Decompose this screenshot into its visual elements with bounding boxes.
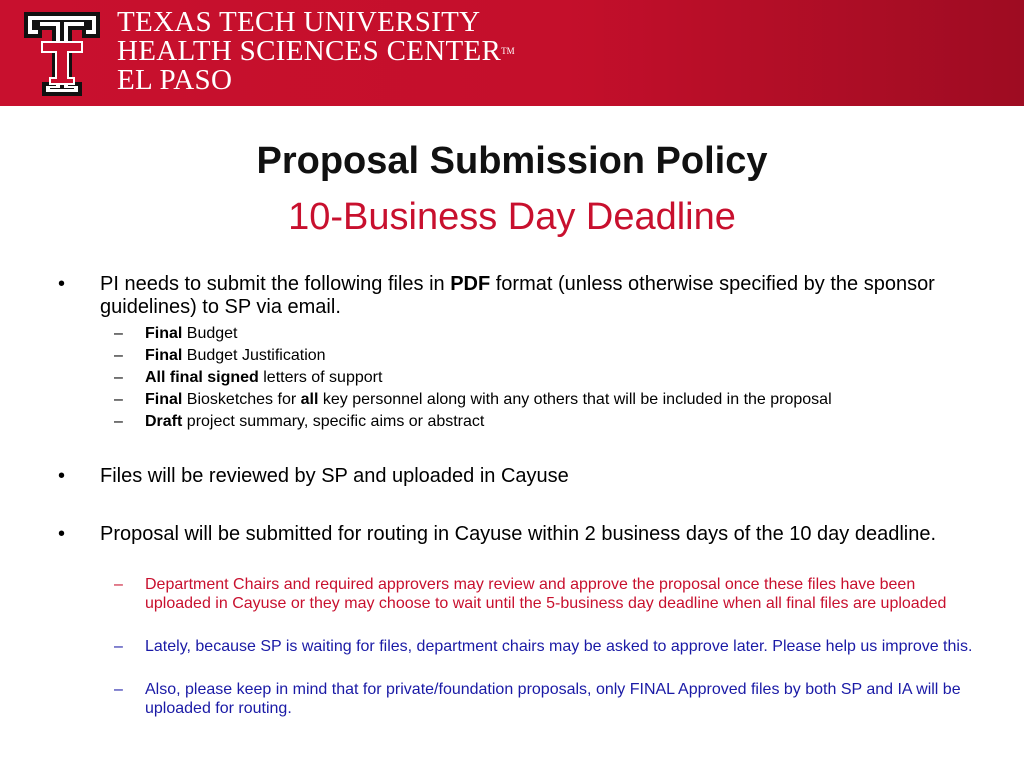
bullet-icon: • bbox=[58, 523, 66, 545]
bullet-item-pdf-files: • PI needs to submit the following files in PDF format (unless otherwise specified by the sponsor guidelines) to SP via email. bbox=[58, 273, 935, 318]
dash-icon: – bbox=[114, 347, 123, 364]
sub-item-private-foundation: – Also, please keep in mind that for private/foundation proposals, only FINAL Approved files by both SP and IA will be uploaded for routing. bbox=[114, 681, 961, 717]
sub-item-final-budget: – Final Budget bbox=[114, 325, 238, 342]
bullet-icon: • bbox=[58, 273, 66, 295]
sub-item-budget-justification: – Final Budget Justification bbox=[114, 347, 326, 364]
sub-item-biosketches: – Final Biosketches for all key personnel along with any others that will be included in the proposal bbox=[114, 391, 832, 408]
page-subtitle: 10-Business Day Deadline bbox=[288, 196, 736, 238]
dash-icon: – bbox=[114, 391, 123, 408]
sub-item-department-chairs: – Department Chairs and required approvers may review and approve the proposal once these files have been uploaded in Cayuse or they may choose to wait until the 5-business day deadline when all final files are uploaded bbox=[114, 576, 947, 612]
dash-icon: – bbox=[114, 369, 123, 386]
sub-item-project-summary: – Draft project summary, specific aims or abstract bbox=[114, 413, 485, 430]
institution-line-3: EL PASO bbox=[117, 64, 233, 96]
sub-item-lately: – Lately, because SP is waiting for files, department chairs may be asked to approve later. Please help us improve this. bbox=[114, 638, 973, 655]
dash-icon: – bbox=[114, 638, 123, 655]
bullet-item-routing: • Proposal will be submitted for routing in Cayuse within 2 business days of the 10 day deadline. bbox=[58, 523, 937, 545]
page-title: Proposal Submission Policy bbox=[256, 140, 768, 182]
sub-item-letters-of-support: – All final signed letters of support bbox=[114, 369, 383, 386]
dash-icon: – bbox=[114, 413, 123, 430]
institution-line-1: TEXAS TECH UNIVERSITY bbox=[117, 6, 481, 38]
header-banner bbox=[0, 0, 1024, 106]
dash-icon: – bbox=[114, 325, 123, 342]
dash-icon: – bbox=[114, 576, 123, 593]
bullet-icon: • bbox=[58, 465, 66, 487]
institution-name bbox=[117, 8, 515, 95]
double-t-logo-icon bbox=[22, 8, 102, 98]
dash-icon: – bbox=[114, 681, 123, 698]
trademark-mark: TM bbox=[501, 46, 515, 56]
bullet-item-review: • Files will be reviewed by SP and uploaded in Cayuse bbox=[58, 465, 569, 487]
institution-line-2: HEALTH SCIENCES CENTER™ bbox=[117, 35, 515, 67]
